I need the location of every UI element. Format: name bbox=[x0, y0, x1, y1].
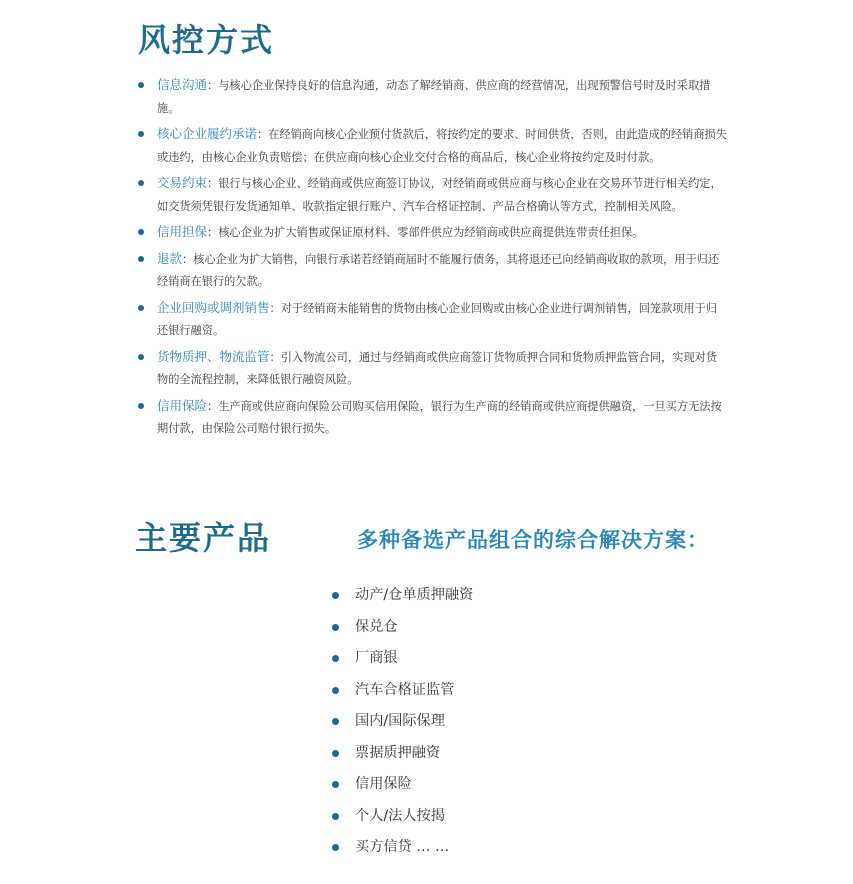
list-item bbox=[332, 769, 473, 801]
bullet-icon bbox=[332, 718, 339, 725]
list-item bbox=[332, 801, 473, 833]
product-label: 动产/仓单质押融资 bbox=[355, 587, 474, 603]
list-item bbox=[138, 74, 728, 120]
products-subtitle: 多种备选产品组合的综合解决方案： bbox=[357, 528, 709, 552]
term-separator: ： bbox=[207, 226, 219, 239]
list-item bbox=[138, 221, 728, 245]
list-item bbox=[332, 706, 473, 738]
list-item bbox=[332, 675, 473, 707]
bullet-icon bbox=[138, 131, 144, 137]
term-separator: ： bbox=[269, 350, 281, 364]
list-item bbox=[138, 123, 728, 169]
risk-term: 企业回购或调剂销售 bbox=[157, 299, 270, 315]
risk-description: 核心企业为扩大销售，向银行承诺若经销商届时不能履行债务，其将退还已向经销商收取的款项，用于归还经销商在银行的欠款。 bbox=[157, 252, 720, 288]
risk-description: 生产商或供应商向保险公司购买信用保险，银行为生产商的经销商或供应商提供融资，一旦买方无法按期付款，由保险公司赔付银行损失。 bbox=[157, 399, 722, 435]
risk-term: 核心企业履约承诺 bbox=[157, 126, 258, 141]
risk-control-title: 风控方式 bbox=[138, 21, 275, 59]
term-separator: ： bbox=[182, 252, 194, 266]
list-item bbox=[332, 643, 473, 675]
list-item bbox=[332, 612, 473, 644]
term-separator: ： bbox=[269, 301, 281, 315]
risk-description: 在经销商向核心企业预付货款后，将按约定的要求、时间供货，否则，由此造成的经销商损失或违约，由核心企业负责赔偿；在供应商向核心企业交付合格的商品后，核心企业将按约定及时付款。 bbox=[157, 128, 727, 164]
bullet-icon bbox=[332, 781, 339, 788]
risk-term: 信息沟通 bbox=[157, 77, 208, 92]
product-label: 保兑仓 bbox=[355, 618, 398, 635]
product-label: 个人/法人按揭 bbox=[355, 807, 445, 824]
risk-description: 核心企业为扩大销售或保证原材料、零部件供应为经销商或供应商提供连带责任担保。 bbox=[218, 226, 644, 239]
bullet-icon bbox=[138, 82, 144, 88]
product-label: 买方信贷 … … bbox=[355, 839, 450, 855]
risk-description: 对于经销商未能销售的货物由核心企业回购或由核心企业进行调剂销售，回笼款项用于归还银行融资。 bbox=[157, 301, 718, 337]
list-item bbox=[138, 248, 728, 294]
risk-term: 退款 bbox=[157, 250, 183, 266]
bullet-icon bbox=[332, 687, 339, 694]
bullet-icon bbox=[138, 256, 144, 262]
risk-term: 信用保险 bbox=[157, 397, 208, 413]
term-separator: ： bbox=[257, 128, 269, 141]
product-label: 厂商银 bbox=[355, 650, 398, 666]
product-label: 国内/国际保理 bbox=[355, 713, 445, 729]
bullet-icon bbox=[138, 403, 144, 409]
list-item bbox=[138, 172, 728, 218]
risk-term: 货物质押、物流监管 bbox=[157, 348, 270, 364]
risk-description: 引入物流公司，通过与经销商或供应商签订货物质押合同和货物质押监管合同，实现对货物的全流程控制，来降低银行融资风险。 bbox=[157, 350, 718, 386]
list-item bbox=[332, 580, 473, 612]
term-separator: ： bbox=[207, 79, 219, 92]
bullet-icon bbox=[138, 354, 144, 360]
term-separator: ： bbox=[207, 177, 219, 190]
risk-description: 银行与核心企业、经销商或供应商签订协议，对经销商或供应商与核心企业在交易环节进行相关约定，如交货须凭银行发货通知单、收款指定银行账户、汽车合格证控制、产品合格确认等方式，控制相关风险。 bbox=[157, 177, 722, 213]
bullet-icon bbox=[138, 305, 144, 311]
product-label: 票据质押融资 bbox=[355, 744, 441, 761]
bullet-icon bbox=[332, 844, 339, 851]
product-label: 信用保险 bbox=[355, 776, 412, 792]
risk-term: 交易约束 bbox=[157, 175, 208, 190]
bullet-icon bbox=[332, 592, 339, 599]
main-products-title: 主要产品 bbox=[135, 519, 272, 557]
bullet-icon bbox=[138, 180, 144, 186]
list-item bbox=[138, 297, 728, 343]
list-item bbox=[332, 738, 473, 770]
bullet-icon bbox=[332, 750, 339, 757]
list-item bbox=[138, 395, 728, 441]
risk-control-list bbox=[138, 74, 728, 444]
risk-term: 信用担保 bbox=[157, 224, 208, 239]
product-list bbox=[332, 580, 473, 864]
list-item bbox=[138, 346, 728, 392]
risk-description: 与核心企业保持良好的信息沟通，动态了解经销商、供应商的经营情况，出现预警信号时及时采取措施。 bbox=[157, 79, 711, 115]
bullet-icon bbox=[332, 655, 339, 662]
bullet-icon bbox=[332, 624, 339, 631]
term-separator: ： bbox=[207, 399, 219, 413]
bullet-icon bbox=[332, 813, 339, 820]
list-item bbox=[332, 832, 473, 864]
bullet-icon bbox=[138, 229, 144, 235]
product-label: 汽车合格证监管 bbox=[355, 681, 455, 698]
